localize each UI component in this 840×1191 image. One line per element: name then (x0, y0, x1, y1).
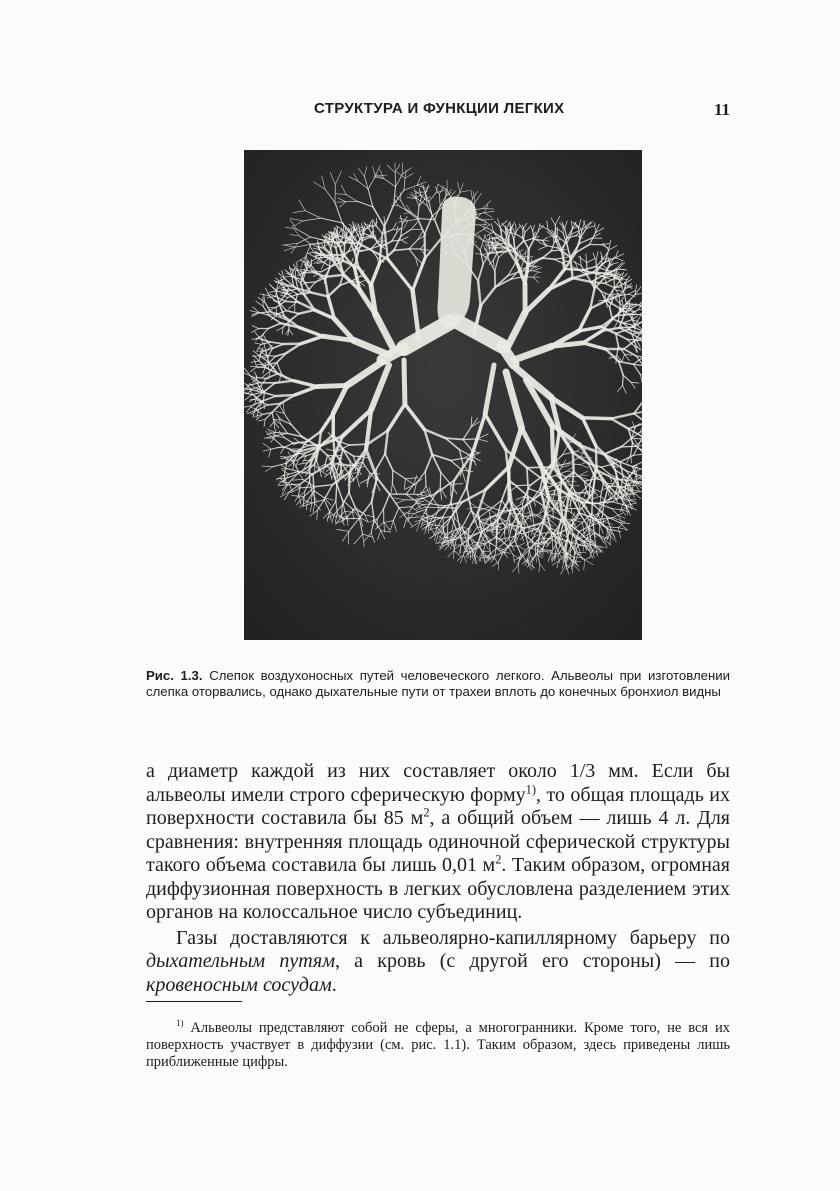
footnote-text: Альвеолы представляют собой не сферы, а многогранники. Кроме того, не вся их поверхность участвует в диффузии (см. рис. 1.1). Таким образом, здесь приведены лишь приближенные цифры. (146, 1020, 730, 1070)
bronchus-branch (524, 277, 533, 278)
bronchus-branch (582, 418, 611, 419)
bronchus-branch (443, 517, 444, 530)
bronchus-branch (596, 261, 597, 273)
bronchial-cast-figure (244, 150, 642, 640)
bronchus-branch (425, 471, 426, 486)
bronchus-branch (614, 278, 615, 288)
bronchus-branch (623, 307, 624, 316)
main-text (146, 760, 730, 997)
p1-text-2: , то общая площадь их поверхности составила бы 85 м (146, 783, 731, 829)
p2-text-2: , а кровь (с другой его стороны) — по (334, 950, 730, 972)
bronchus-branch (542, 241, 549, 242)
bronchus-branch (552, 425, 553, 466)
bronchus-branch (330, 258, 331, 268)
p1-text-3: , а общий объем — лишь 4 л. Для сравнения: внутренняя площадь одиночной сферической структуры такого объема составила бы лишь 0,01 м (146, 807, 730, 876)
caption-label: Рис. 1.3. (146, 668, 203, 683)
bronchial-tree-image (244, 150, 642, 640)
running-title: СТРУКТУРА И ФУНКЦИИ ЛЕГКИХ (314, 100, 565, 117)
p2-emphasis-2: кровеносным сосудам (146, 973, 332, 996)
bronchus-branch (307, 282, 316, 283)
p2-text-1: Газы доставляются к альвеолярно-капиллярному барьеру по (176, 926, 730, 949)
p1-text-1: а диаметр каждой из них составляет около 1/3 мм. Если бы альвеолы имели строго сферическую форму (146, 760, 730, 806)
bronchus-branch (518, 485, 531, 486)
bronchus-branch (551, 250, 560, 251)
bronchus-branch (273, 420, 281, 421)
bronchus-branch (336, 484, 337, 501)
running-head (0, 100, 840, 120)
bronchus-branch (404, 360, 405, 404)
bronchus-branch (253, 356, 261, 357)
bronchus-branch (601, 256, 602, 264)
p2-text-3: . (331, 973, 337, 996)
bronchus-branch (317, 385, 347, 386)
figure-caption (146, 668, 730, 700)
bronchus-branch (540, 551, 553, 552)
paragraph-1 (146, 760, 730, 925)
p1-text-4: . Таким образом, огромная диффузионная поверхность в легких обусловлена разделением этих органов на колоссальное число субъединиц. (146, 854, 730, 923)
bronchus-branch (621, 446, 635, 447)
bronchus-branch (333, 435, 334, 452)
bronchus-branch (344, 243, 345, 255)
bronchus-branch (447, 524, 448, 537)
page-number: 11 (714, 100, 731, 119)
bronchus-branch (373, 228, 374, 237)
paragraph-2 (146, 927, 730, 998)
bronchus-branch (283, 277, 292, 278)
bronchus-branch (596, 446, 597, 467)
superscript-2a: 2 (423, 805, 430, 820)
bronchus-branch (623, 375, 624, 385)
bronchus-branch (573, 453, 574, 472)
bronchus-branch (276, 395, 295, 396)
footnote-ref: 1) (525, 781, 536, 796)
bronchus-branch (528, 249, 529, 264)
superscript-2b: 2 (495, 852, 502, 867)
bronchus-branch (568, 508, 582, 509)
bronchus-branch (603, 259, 611, 260)
bronchus-branch (349, 472, 350, 493)
footnote-rule (146, 1001, 242, 1002)
bronchus-branch (342, 505, 343, 517)
p2-emphasis-1: дыхательным путям (146, 950, 335, 972)
bronchus-branch (527, 467, 550, 468)
footnote-marker: 1) (176, 1018, 184, 1029)
bronchus-branch (313, 474, 314, 491)
bronchus-branch (282, 289, 290, 290)
footnote (146, 1020, 730, 1071)
bronchus-branch (527, 468, 528, 489)
bronchus-branch (542, 258, 553, 259)
bronchus-branch (552, 343, 583, 346)
bronchus-branch (349, 444, 367, 445)
caption-text: Слепок воздухоносных путей человеческого легкого. Альвеолы при изготовлении слепка оторвались, однако дыхательные пути от трахеи вплоть до конечных бронхиол видны (146, 668, 730, 699)
bronchus-branch (451, 484, 463, 485)
bronchus-branch (619, 327, 633, 328)
bronchus-branch (514, 239, 515, 250)
